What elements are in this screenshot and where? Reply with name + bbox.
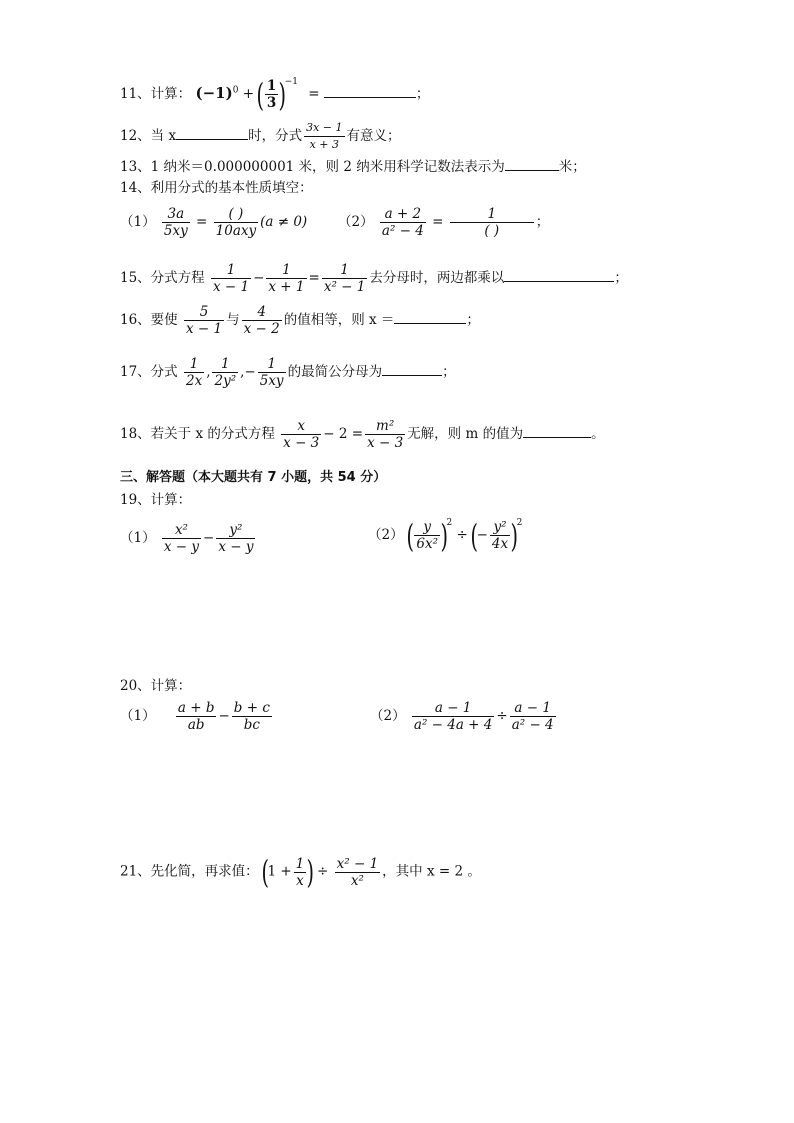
q19-text: 19、计算： <box>120 492 192 508</box>
q11-plus: + <box>242 86 255 102</box>
q21-fraction-1: $\frac{1}{x}$ <box>295 855 305 889</box>
q21-divide: ÷ <box>317 863 329 880</box>
q14-text: 14、利用分式的基本性质填空： <box>120 180 313 196</box>
q14b-label: （2） <box>338 214 374 230</box>
q21-number: 21、先化简，再求值： <box>120 863 259 880</box>
q21-fraction-2: $\frac{\text{x² − 1}}{\text{x²}}$ <box>336 855 379 889</box>
q21-one-plus: 1 + <box>267 863 292 880</box>
q18-fraction-1: $\frac{x}{x - 3}$ <box>283 418 320 451</box>
q15-fraction-1: $\frac{1}{x - 1}$ <box>212 262 250 295</box>
q16-mid: 与 <box>226 312 240 328</box>
q11-answer-blank[interactable] <box>324 85 416 98</box>
q13-end: 米； <box>558 159 586 175</box>
q18-number: 18、若关于 x 的分式方程 <box>120 426 275 442</box>
q19b-lparen-1: ( <box>406 516 414 555</box>
q19a-label: （1） <box>120 530 156 546</box>
question-14 <box>120 180 313 196</box>
q20b-fraction-2: $\frac{a - 1}{\text{a² − 4}}$ <box>511 700 554 733</box>
q12-answer-blank[interactable] <box>176 127 248 140</box>
q15-fraction-3: $\frac{1}{\text{x² − 1}}$ <box>323 262 366 295</box>
q17-fraction-3: $\frac{1}{5xy}$ <box>259 356 284 389</box>
q20-text: 20、计算： <box>120 678 192 694</box>
q19b-fraction-1: $\frac{y}{\text{6x²}}$ <box>416 519 438 552</box>
q13-answer-blank[interactable] <box>505 158 559 171</box>
q19b-exp-2: 2 <box>516 518 523 528</box>
q15-minus: − <box>253 270 265 286</box>
q20b-fraction-1: $\frac{a - 1}{\text{a² − 4a + 4}}$ <box>413 700 493 733</box>
question-18 <box>120 418 605 451</box>
section-3-heading: 三、解答题（本大题共有 7 小题，共 54 分） <box>120 470 387 485</box>
q11-end: ； <box>415 86 430 102</box>
q17-fraction-2: $\frac{1}{\text{2y²}}$ <box>214 356 237 389</box>
q15-end: ； <box>614 270 628 286</box>
q17-end: ； <box>442 364 456 380</box>
q14b-end: ； <box>535 214 550 230</box>
q19a-minus: − <box>203 530 215 546</box>
q11-lparen: ( <box>256 75 265 114</box>
question-11 <box>120 74 429 115</box>
q17-fraction-1: $\frac{1}{2x}$ <box>185 356 203 389</box>
q16-number: 16、要使 <box>120 312 178 328</box>
q17-answer-blank[interactable] <box>382 363 442 376</box>
question-17: 17、分式 $\frac{1}{2x}$ , $\frac{1}{\text{2y²}}$ ,− $\frac{1}{5xy}$ 的最简公分母为 ； <box>120 356 456 389</box>
question-14-part-2 <box>338 206 549 239</box>
q14b-fraction-left: $\frac{a + 2}{\text{a² − 4}}$ <box>381 206 424 239</box>
q21-mid: ，其中 x = 2 。 <box>382 863 481 880</box>
q19a-fraction-2: $\frac{\text{y²}}{x - y}$ <box>218 522 254 555</box>
question-15 <box>120 262 628 295</box>
question-19-part-1 <box>120 522 257 555</box>
question-20 <box>120 678 191 694</box>
q18-minus-two: − 2 = <box>323 426 364 442</box>
question-20-part-2 <box>370 700 558 733</box>
q11-rparen: ) <box>278 75 287 114</box>
question-20-part-1 <box>120 700 274 733</box>
q14a-label: （1） <box>120 214 156 230</box>
question-16 <box>120 304 480 337</box>
q14a-fraction-left: $\frac{3a}{5xy}$ <box>163 206 188 239</box>
q11-fraction: $\frac{1}{3}$ <box>266 78 277 111</box>
q15-number: 15、分式方程 <box>120 270 205 286</box>
q21-rparen: ) <box>306 853 315 891</box>
question-14-part-1 <box>120 206 307 239</box>
q19b-lparen-2: ( <box>470 516 479 555</box>
q16-fraction-1: $\frac{5}{x - 1}$ <box>185 304 223 337</box>
q11-exp-neg1: −1 <box>284 77 298 87</box>
q11-base: (−1) <box>195 84 233 102</box>
q15-answer-blank[interactable] <box>504 269 614 282</box>
q12-number: 12、当 x <box>120 128 177 144</box>
q19b-rparen-1: ) <box>440 516 448 555</box>
q19b-exp-1: 2 <box>446 518 453 528</box>
q16-answer-blank[interactable] <box>394 311 466 324</box>
q20a-minus: − <box>218 708 230 724</box>
q12-end: 有意义； <box>346 128 401 144</box>
q19b-label: （2） <box>368 527 404 543</box>
q17-mid: 的最简公分母为 <box>287 364 383 380</box>
q21-lparen: ( <box>261 853 269 891</box>
q19b-fraction-2: $\frac{\text{y²}}{4x}$ <box>491 519 509 552</box>
q20b-label: （2） <box>370 708 406 724</box>
q13-text: 13、1 纳米＝0.000000001 米，则 2 纳米用科学记数法表示为 <box>120 159 505 175</box>
q16-mid2: 的值相等，则 x ＝ <box>283 312 395 328</box>
q16-fraction-2: $\frac{4}{x - 2}$ <box>243 304 280 337</box>
q14a-equals: = <box>196 214 208 230</box>
q14a-condition: (a ≠ 0) <box>260 214 308 230</box>
q14b-fraction-right[interactable]: $\frac{1}{( )}$ <box>450 206 534 239</box>
q14b-equals: = <box>432 214 444 230</box>
question-19-part-2 <box>368 515 522 556</box>
q12-fraction: $\frac{3x - 1}{x + 3}$ <box>306 121 343 151</box>
q19b-neg: − <box>476 527 488 543</box>
q18-answer-blank[interactable] <box>523 425 591 438</box>
q19b-divide: ÷ <box>456 527 468 543</box>
question-13 <box>120 158 586 175</box>
q12-mid: 时，分式 <box>248 128 303 144</box>
q15-fraction-2: $\frac{1}{x + 1}$ <box>268 262 305 295</box>
q15-mid: 去分母时，两边都乘以 <box>369 270 505 286</box>
q15-equals: = <box>308 270 320 286</box>
question-12 <box>120 120 401 153</box>
q19b-rparen-2: ) <box>510 516 519 555</box>
question-21 <box>120 852 481 892</box>
q16-end: ； <box>466 312 480 328</box>
q17-number: 17、分式 <box>120 364 178 380</box>
q18-mid: 无解，则 m 的值为 <box>407 426 524 442</box>
q18-fraction-2: $\frac{\text{m²}}{x - 3}$ <box>367 418 404 451</box>
q11-exp0: 0 <box>232 85 239 96</box>
q11-number: 11、计算： <box>120 86 192 102</box>
question-19 <box>120 492 191 508</box>
q20a-label: （1） <box>120 708 156 724</box>
q18-end: 。 <box>591 426 605 442</box>
q14a-fraction-right[interactable]: $\frac{( )}{\text{10axy}}$ <box>215 206 257 239</box>
q20a-fraction-2: $\frac{b + c}{bc}$ <box>233 700 270 733</box>
q11-equals: = <box>308 86 320 102</box>
q19a-fraction-1: $\frac{\text{x²}}{x - y}$ <box>163 522 200 555</box>
q20a-fraction-1: $\frac{a + b}{ab}$ <box>177 700 215 733</box>
q20b-divide: ÷ <box>496 708 508 724</box>
